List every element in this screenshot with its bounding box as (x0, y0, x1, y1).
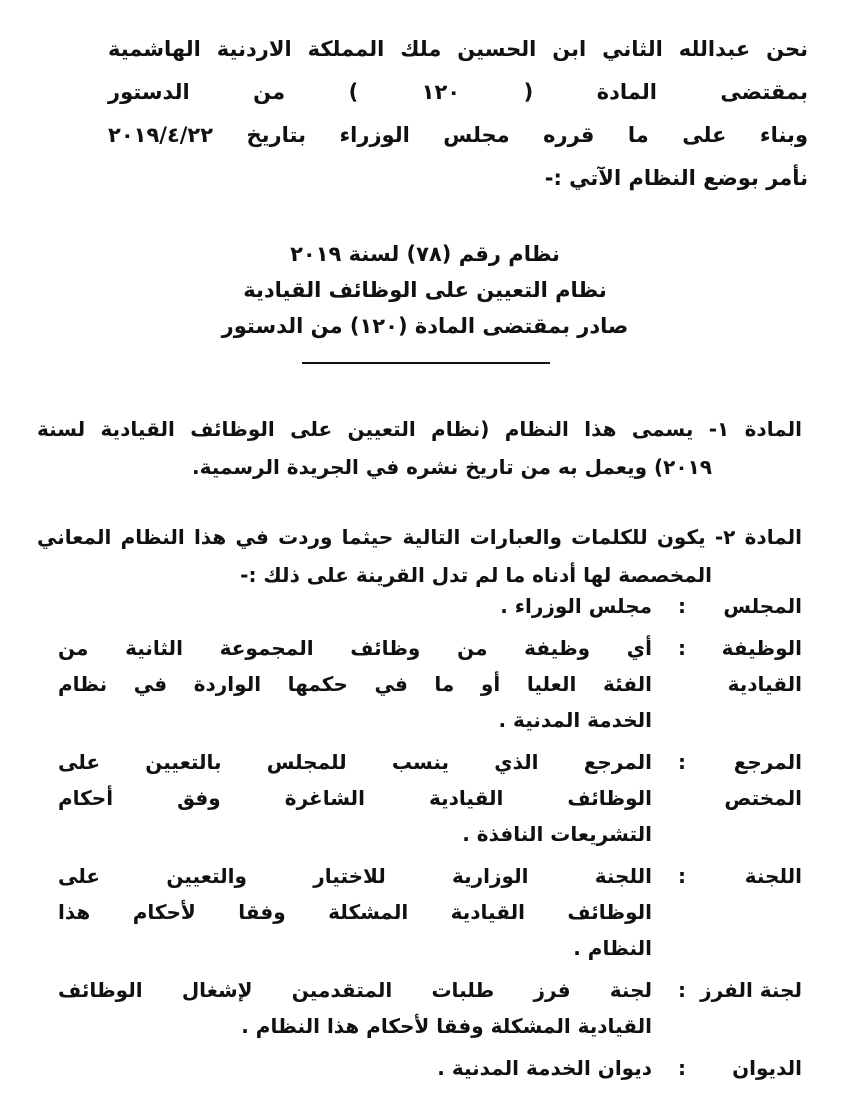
definition-colon: : (678, 864, 686, 888)
heading-divider (302, 362, 550, 364)
definition-term-line: المجلس (723, 594, 802, 618)
definition-text (42, 972, 652, 1044)
royal-preamble (108, 28, 808, 200)
definition-term (712, 744, 802, 852)
definition-text-line: اللجنة الوزارية للاختيار والتعيين على (58, 864, 652, 888)
definition-term-line: الديوان (732, 1056, 802, 1080)
article-1 (37, 410, 802, 486)
definition-text-line: الوظائف القيادية المشكلة وفقا لأحكام هذا (58, 900, 652, 924)
definition-colon: : (678, 594, 686, 618)
definition-text-line: الوظائف القيادية الشاغرة وفق أحكام (58, 786, 652, 810)
definition-row (42, 630, 802, 738)
article-1-line-2: ٢٠١٩) ويعمل به من تاريخ نشره في الجريدة الرسمية. (192, 455, 712, 479)
article-1-line-1: المادة ١- يسمى هذا النظام (نظام التعيين على الوظائف القيادية لسنة (37, 417, 802, 441)
definition-text (42, 630, 652, 738)
definition-term-line: المرجع (733, 750, 802, 774)
definition-term-line: المختص (724, 786, 802, 810)
definition-term (700, 972, 802, 1044)
definition-term-line: القيادية (727, 672, 802, 696)
definition-text-line: القيادية المشكلة وفقا لأحكام هذا النظام . (241, 1014, 652, 1038)
definition-colon: : (678, 750, 686, 774)
definition-text-line: الخدمة المدنية . (498, 708, 652, 732)
article-2-line-1: المادة ٢- يكون للكلمات والعبارات التالية حيثما وردت في هذا النظام المعاني (37, 525, 802, 549)
definition-row (42, 972, 802, 1044)
regulation-number: نظام رقم (٧٨) لسنة ٢٠١٩ (290, 242, 560, 266)
definition-term (712, 1050, 802, 1086)
definition-text (42, 588, 652, 624)
definition-text-line: لجنة فرز طلبات المتقدمين لإشغال الوظائف (58, 978, 652, 1002)
definition-row (42, 588, 802, 624)
definition-text (42, 858, 652, 966)
preamble-line-1: نحن عبدالله الثاني ابن الحسين ملك المملكة الاردنية الهاشمية (108, 37, 808, 61)
definition-term-line: الوظيفة (721, 636, 802, 660)
definition-colon: : (678, 1056, 686, 1080)
preamble-line-4: نأمر بوضع النظام الآتي :- (544, 166, 808, 190)
preamble-line-3: وبناء على ما قرره مجلس الوزراء بتاريخ ٢٠١٩/٤/٢٢ (108, 123, 808, 147)
article-2-line-2: المخصصة لها أدناه ما لم تدل القرينة على ذلك :- (240, 563, 712, 587)
definition-text-line: التشريعات النافذة . (462, 822, 652, 846)
definition-term-line: لجنة الفرز (700, 978, 802, 1002)
article-2 (37, 518, 802, 594)
definition-text-line: ديوان الخدمة المدنية . (437, 1056, 652, 1080)
regulation-title: نظام التعيين على الوظائف القيادية (243, 278, 607, 302)
definition-text-line: الفئة العليا أو ما في حكمها الواردة في نظام (58, 672, 652, 696)
definition-row (42, 858, 802, 966)
definition-term (712, 630, 802, 738)
regulation-heading (0, 236, 850, 344)
definition-term (712, 858, 802, 966)
definition-row (42, 744, 802, 852)
definition-text-line: أي وظيفة من وظائف المجموعة الثانية من (58, 636, 652, 660)
regulation-issued-under: صادر بمقتضى المادة (١٢٠) من الدستور (221, 314, 629, 338)
definition-text-line: النظام . (573, 936, 652, 960)
definition-row (42, 1050, 802, 1086)
definition-text (42, 1050, 652, 1086)
definition-colon: : (678, 978, 686, 1002)
definition-text (42, 744, 652, 852)
preamble-line-2: بمقتضى المادة ( ١٢٠ ) من الدستور (108, 80, 809, 104)
definition-term (712, 588, 802, 624)
definition-text-line: مجلس الوزراء . (500, 594, 652, 618)
definition-term-line: اللجنة (744, 864, 802, 888)
definition-text-line: المرجع الذي ينسب للمجلس بالتعيين على (58, 750, 652, 774)
definitions-list (42, 588, 802, 1092)
definition-colon: : (678, 636, 686, 660)
